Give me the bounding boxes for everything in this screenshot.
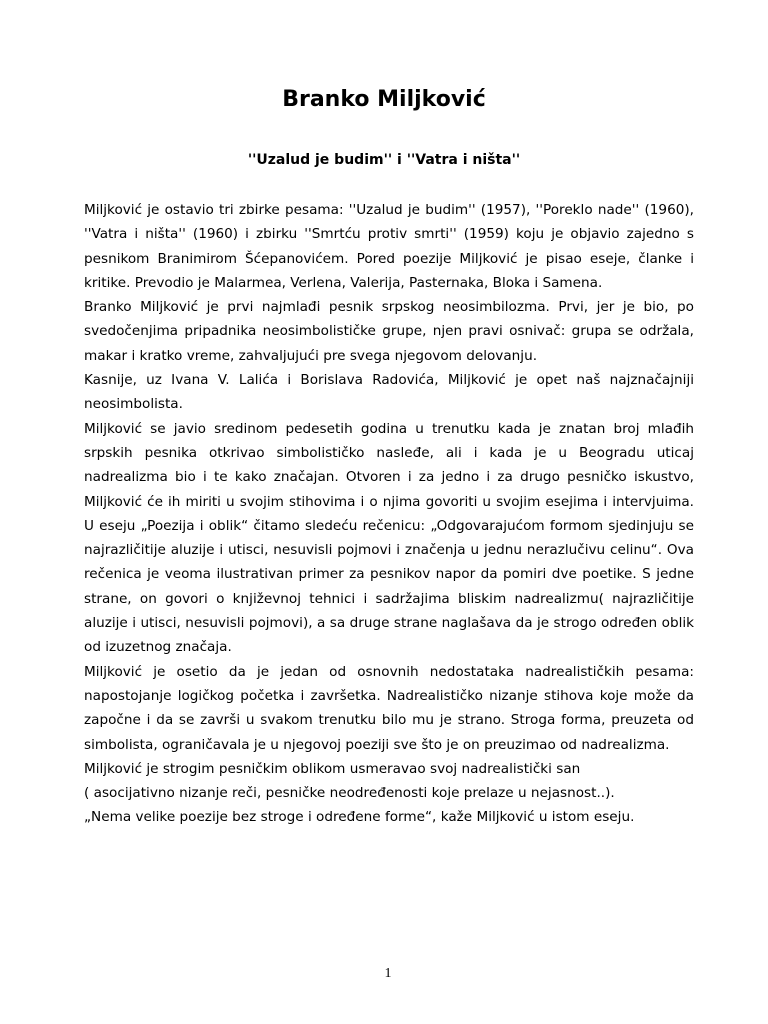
body-paragraph: Branko Miljković je prvi najmlađi pesnik srpskog neosimbilozma. Prvi, jer je bio, po svedočenjima pripadnika neosimbolističke grupe, njen pravi osnivač: grupa se održala, makar i kratko vreme, zahvaljujući pre svega njegovom delovanju. — [84, 299, 694, 364]
body-paragraph: Miljković se javio sredinom pedesetih godina u trenutku kada je znatan broj mlađih srpskih pesnika otkrivao simbolističko nasleđe, ali i kada je u Beogradu uticaj nadrealizma bio i te kako značajan. Otvoren i za jedno i za drugo pesničko iskustvo, Miljković će ih miriti u svojim stihovima i o njima govoriti u svojim esejima i intervjuima. U eseju „Poezija i oblik“ čitamo sledeću rečenicu: „Odgovarajućom formom sjedinjuju se najrazličitije aluzije i utisci, nesuvisli pojmovi i značenja u jednu nerazlučivu celinu“. Ova rečenica je veoma ilustrativan primer za pesnikov napor da pomiri dve poetike. S jedne strane, on govori o književnoj tehnici i sadržajima bliskim nadrealizmu( najrazličitije aluzije i utisci, nesuvisli pojmovi), a sa druge strane naglašava da je strogo određen oblik od izuzetnog značaja. — [84, 420, 694, 656]
document-subtitle: ''Uzalud je budim'' i ''Vatra i ništa'' — [247, 152, 521, 168]
body-paragraph: Miljković je strogim pesničkim oblikom usmeravao svoj nadrealistički san — [84, 760, 581, 777]
page-number: 1 — [384, 966, 392, 981]
body-paragraph: Kasnije, uz Ivana V. Lalića i Borislava Radovića, Miljković je opet naš najznačajniji neosimbolista. — [84, 372, 694, 413]
document-title: Branko Miljković — [282, 87, 486, 112]
body-paragraph: „Nema velike poezije bez stroge i određene forme“, kaže Miljković u istom eseju. — [84, 809, 635, 826]
body-paragraph: Miljković je osetio da je jedan od osnovnih nedostataka nadrealističkih pesama: napostojanje logičkog početka i završetka. Nadrealističko nizanje stihova koje može da započne i da se završi u svakom trenutku bilo mu je strano. Stroga forma, preuzeta od simbolista, ograničavala je u njegovoj poeziji sve što je on preuzimao od nadrealizma. — [84, 663, 694, 753]
body-paragraph: Miljković je ostavio tri zbirke pesama: ''Uzalud je budim'' (1957), ''Poreklo nade'' (1960), ''Vatra i ništa'' (1960) i zbirku ''Smrtću protiv smrti'' (1959) koju je objavio zajedno s pesnikom Branimirom Šćepanovićem. Pored poezije Miljković je pisao eseje, članke i kritike. Prevodio je Malarmea, Verlena, Valerija, Pasternaka, Bloka i Samena. — [84, 202, 694, 291]
document-body — [84, 198, 694, 830]
body-paragraph: ( asocijativno nizanje reči, pesničke neodređenosti koje prelaze u nejasnost..). — [84, 785, 615, 802]
